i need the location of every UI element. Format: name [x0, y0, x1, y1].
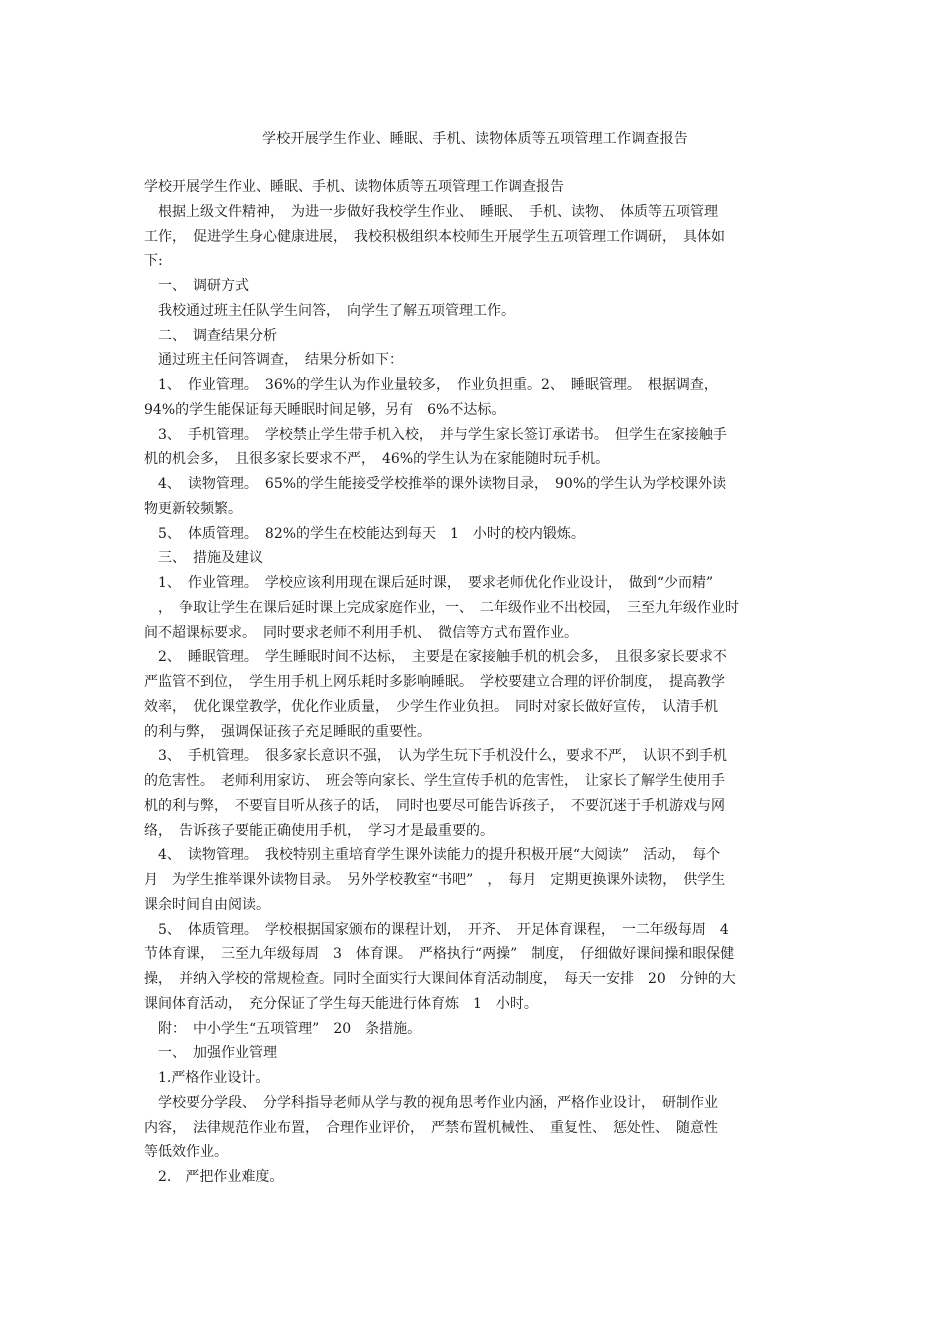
body-line: 我校通过班主任队学生问答， 向学生了解五项管理工作。 — [144, 302, 515, 319]
body-line: 一、 加强作业管理 — [144, 1045, 277, 1062]
body-line: 1、 作业管理。 36%的学生认为作业量较多， 作业负担重。2、 睡眠管理。 根据调查， — [144, 377, 718, 393]
body-line: 附： 中小学生“五项管理” 20 条措施。 — [144, 1020, 422, 1037]
body-line: 根据上级文件精神， 为进一步做好我校学生作业、 睡眠、 手机、读物、 体质等五项管理 — [144, 203, 718, 220]
body-line: 学校开展学生作业、睡眠、手机、读物体质等五项管理工作调查报告 — [144, 179, 564, 195]
body-line: 2. 严把作业难度。 — [144, 1169, 284, 1185]
body-line: 二、 调查结果分析 — [144, 327, 277, 344]
body-line: 通过班主任问答调查， 结果分析如下： — [144, 352, 403, 369]
body-line: 严监管不到位， 学生用手机上网乐耗时多影响睡眠。 学校要建立合理的评价制度， 提高教学 — [144, 674, 725, 690]
body-line: 下: — [144, 253, 163, 270]
body-line: 一、 调研方式 — [144, 278, 249, 294]
body-line: 1.严格作业设计。 — [144, 1070, 270, 1086]
body-line: 操， 并纳入学校的常规检查。同时全面实行大课间体育活动制度， 每天一安排 20 分钟的大 — [144, 971, 736, 987]
body-line: 间不超课标要求。 同时要求老师不利用手机、 微信等方式布置作业。 — [144, 624, 578, 641]
document-body — [144, 175, 804, 1190]
body-line: 效率， 优化课堂教学，优化作业质量， 少学生作业负担。 同时对家长做好宣传， 认清手机 — [144, 698, 718, 715]
body-line: 3、 手机管理。 很多家长意识不强， 认为学生玩下手机没什么，要求不严， 认识不到手机 — [144, 748, 727, 765]
body-line: 4、 读物管理。 65%的学生能接受学校推举的课外读物目录， 90%的学生认为学校课外读 — [144, 476, 727, 492]
body-line: ， 争取让学生在课后延时课上完成家庭作业，一、 二年级作业不出校园， 三至九年级作业时 — [144, 599, 739, 616]
body-line: 络， 告诉孩子要能正确使用手机， 学习才是最重要的。 — [144, 822, 494, 839]
body-line: 3、 手机管理。 学校禁止学生带手机入校， 并与学生家长签订承诺书。 但学生在家接触手 — [144, 426, 727, 443]
body-line: 5、 体质管理。 学校根据国家颁布的课程计划， 开齐、 开足体育课程， 一二年级每周 4 — [144, 921, 729, 938]
body-line: 月 为学生推举课外读物目录。 另外学校教室“书吧” ， 每月 定期更换课外读物， 供学生 — [144, 872, 726, 888]
body-line: 三、 措施及建议 — [144, 550, 263, 567]
body-line: 课间体育活动， 充分保证了学生每天能进行体育炼 1 小时。 — [144, 995, 538, 1012]
body-line: 2、 睡眠管理。 学生睡眠时间不达标， 主要是在家接触手机的机会多， 且很多家长要求不 — [144, 649, 727, 666]
document-title: 学校开展学生作业、睡眠、手机、读物体质等五项管理工作调查报告 — [262, 131, 688, 147]
body-line: 5、 体质管理。 82%的学生在校能达到每天 1 小时的校内锻炼。 — [144, 525, 585, 542]
body-line: 等低效作业。 — [144, 1144, 228, 1161]
body-line: 94%的学生能保证每天睡眠时间足够，另有 6%不达标。 — [144, 401, 506, 418]
body-line: 内容， 法律规范作业布置， 合理作业评价， 严禁布置机械性、 重复性、 惩处性、 随意性 — [144, 1119, 718, 1136]
body-line: 4、 读物管理。 我校特别主重培育学生课外读能力的提升积极开展“大阅读” 活动， 每个 — [144, 847, 721, 864]
body-line: 课余时间自由阅读。 — [144, 896, 270, 913]
body-line: 的利与弊， 强调保证孩子充足睡眠的重要性。 — [144, 723, 431, 740]
body-line: 学校要分学段、 分学科指导老师从学与教的视角思考作业内涵，严格作业设计， 研制作业 — [144, 1094, 718, 1111]
body-line: 1、 作业管理。 学校应该利用现在课后延时课， 要求老师优化作业设计， 做到“少而精” — [144, 575, 714, 591]
body-line: 工作， 促进学生身心健康进展， 我校积极组织本校师生开展学生五项管理工作调研， 具体如 — [144, 228, 725, 245]
body-line: 节体育课， 三至九年级每周 3 体育课。 严格执行“两操” 制度， 仔细做好课间操和眼保健 — [144, 946, 735, 963]
body-line: 物更新较频繁。 — [144, 500, 242, 517]
body-line: 机的利与弊， 不要盲目听从孩子的话， 同时也要尽可能告诉孩子， 不要沉迷于手机游戏与网 — [144, 797, 725, 814]
body-line: 机的机会多， 且很多家长要求不严， 46%的学生认为在家能随时玩手机。 — [144, 451, 610, 468]
body-line: 的危害性。 老师利用家访、 班会等向家长、学生宣传手机的危害性， 让家长了解学生使用手 — [144, 773, 725, 789]
